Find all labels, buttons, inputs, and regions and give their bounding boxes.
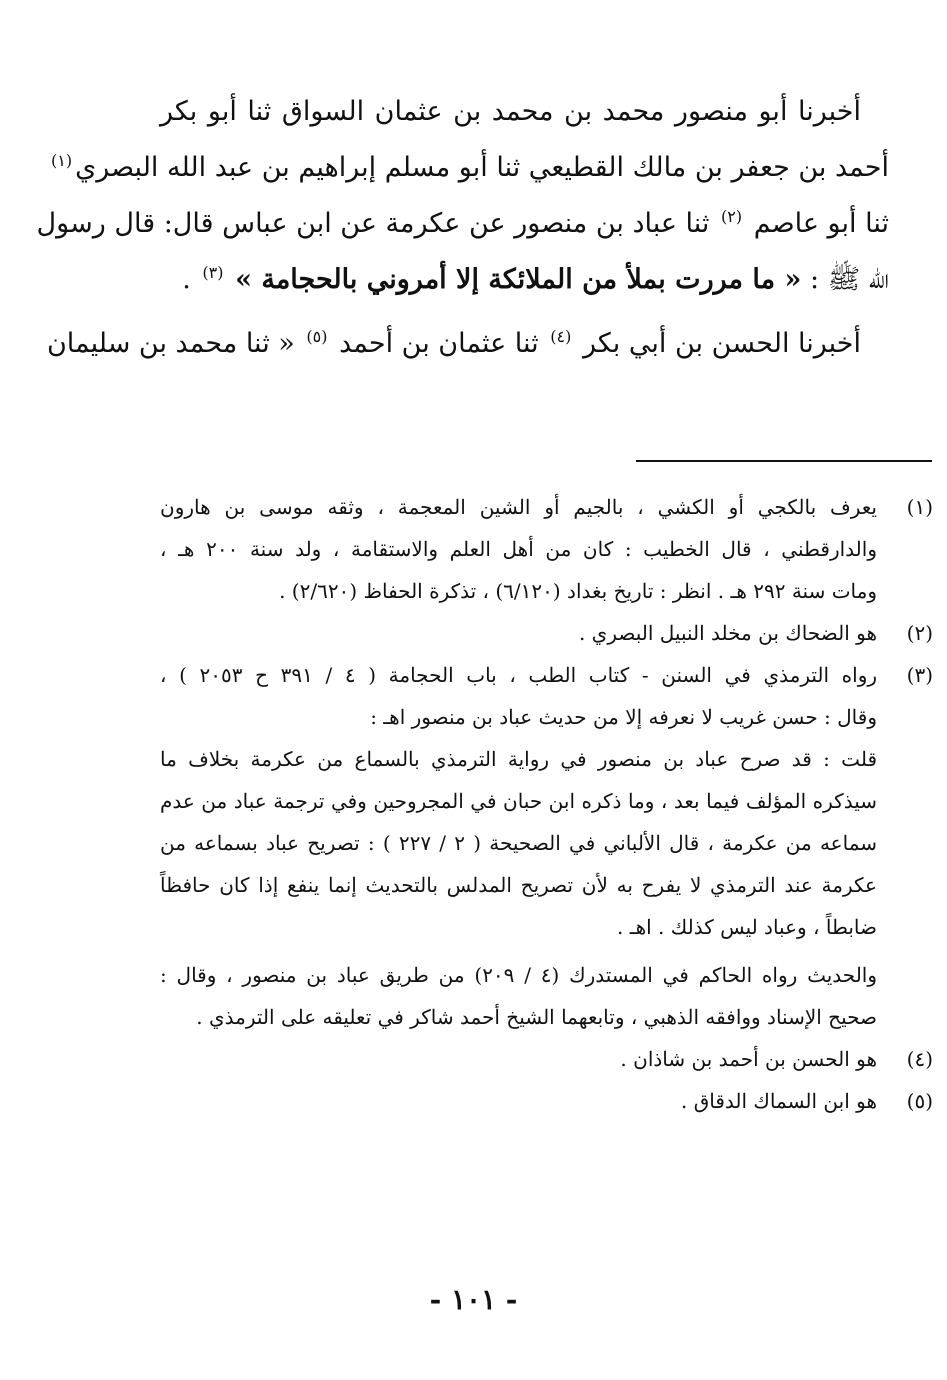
main-line-5a: أخبرنا الحسن بن أبي بكر bbox=[582, 328, 861, 359]
footnotes-block bbox=[160, 486, 933, 1122]
main-text-block bbox=[36, 84, 889, 372]
main-line-1 bbox=[160, 84, 889, 140]
page-number: - ١٠١ - bbox=[429, 1283, 518, 1316]
footnote-number: (٢) bbox=[906, 621, 933, 645]
footnote-line: هو ابن السماك الدقاق . bbox=[681, 1089, 877, 1113]
main-line-4 bbox=[160, 252, 889, 308]
footnote-separator bbox=[636, 460, 932, 462]
footnote-line: يعرف بالكجي أو الكشي ، بالجيم أو الشين المعجمة ، وثقه موسى بن هارون bbox=[160, 495, 877, 519]
footnote-ref-2: (٢) bbox=[721, 207, 743, 226]
footnote-line: عكرمة عند الترمذي لا يفرح به لأن تصريح المدلس بالتحديث إنما ينفع إذا كان حافظاً bbox=[160, 873, 877, 897]
footnote-4 bbox=[160, 1038, 933, 1080]
main-line-4-end: . bbox=[182, 264, 191, 295]
footnote-ref-5: (٥) bbox=[306, 327, 328, 346]
main-line-3b: ثنا عباد بن منصور عن عكرمة عن ابن عباس قال: قال رسول bbox=[36, 208, 710, 239]
main-line-2-text: أحمد بن جعفر بن مالك القطيعي ثنا أبو مسلم إبراهيم بن عبد الله البصري bbox=[75, 152, 889, 183]
footnote-3 bbox=[160, 654, 933, 1038]
main-line-5 bbox=[46, 316, 889, 372]
footnote-line: سيذكره المؤلف فيما بعد ، وما ذكره ابن حبان في المجروحين وفي ترجمة عباد من عدم bbox=[160, 789, 877, 813]
main-line-3a: ثنا أبو عاصم bbox=[753, 208, 889, 239]
main-line-5b: ثنا عثمان بن أحمد bbox=[339, 328, 539, 359]
footnote-line: ومات سنة ٢٩٢ هـ . انظر : تاريخ بغداد (٦/١٢٠) ، تذكرة الحفاظ (٢/٦٢٠) . bbox=[279, 579, 877, 603]
hadith-text: « ما مررت بملأ من الملائكة إلا أمروني بالحجامة » bbox=[235, 264, 802, 295]
footnote-number: (٤) bbox=[906, 1047, 933, 1071]
footnote-line: صحيح الإسناد ووافقه الذهبي ، وتابعهما الشيخ أحمد شاكر في تعليقه على الترمذي . bbox=[196, 1005, 877, 1029]
footnote-line: هو الحسن بن أحمد بن شاذان . bbox=[620, 1047, 877, 1071]
main-line-5c: « ثنا محمد بن سليمان bbox=[46, 328, 295, 359]
footnote-line: وقال : حسن غريب لا نعرفه إلا من حديث عباد بن منصور اهـ : bbox=[370, 705, 877, 729]
footnote-number: (٥) bbox=[906, 1089, 933, 1113]
footnote-number: (١) bbox=[906, 495, 933, 519]
footnote-line: والحديث رواه الحاكم في المستدرك (٤ / ٢٠٩) من طريق عباد بن منصور ، وقال : bbox=[160, 963, 877, 987]
footnote-ref-4: (٤) bbox=[550, 327, 572, 346]
footnote-ref-3: (٣) bbox=[202, 263, 224, 282]
main-line-1-text: أخبرنا أبو منصور محمد بن محمد بن عثمان السواق ثنا أبو بكر bbox=[160, 96, 861, 127]
footnote-ref-1: (١) bbox=[51, 151, 73, 170]
footnote-number: (٣) bbox=[906, 663, 933, 687]
footnote-line: والدارقطني ، قال الخطيب : كان من أهل العلم والاستقامة ، ولد سنة ٢٠٠ هـ ، bbox=[160, 537, 877, 561]
main-line-4a: الله ﷺ : bbox=[809, 264, 889, 295]
main-line-2 bbox=[51, 140, 889, 196]
footnote-2 bbox=[160, 612, 933, 654]
footnote-line: هو الضحاك بن مخلد النبيل البصري . bbox=[578, 621, 877, 645]
main-line-3 bbox=[36, 196, 889, 252]
footnote-line: رواه الترمذي في السنن - كتاب الطب ، باب الحجامة ( ٤ / ٣٩١ ح ٢٠٥٣ ) ، bbox=[160, 663, 878, 687]
footnote-line: قلت : قد صرح عباد بن منصور في رواية الترمذي بالسماع من عكرمة بخلاف ما bbox=[160, 747, 878, 771]
footnote-line: سماعه من عكرمة ، قال الألباني في الصحيحة ( ٢ / ٢٢٧ ) : تصريح عباد بسماعه من bbox=[160, 831, 878, 855]
footnote-line: ضابطاً ، وعباد ليس كذلك . اهـ . bbox=[617, 915, 877, 939]
footnote-5 bbox=[160, 1080, 933, 1122]
footnote-1 bbox=[160, 486, 933, 612]
